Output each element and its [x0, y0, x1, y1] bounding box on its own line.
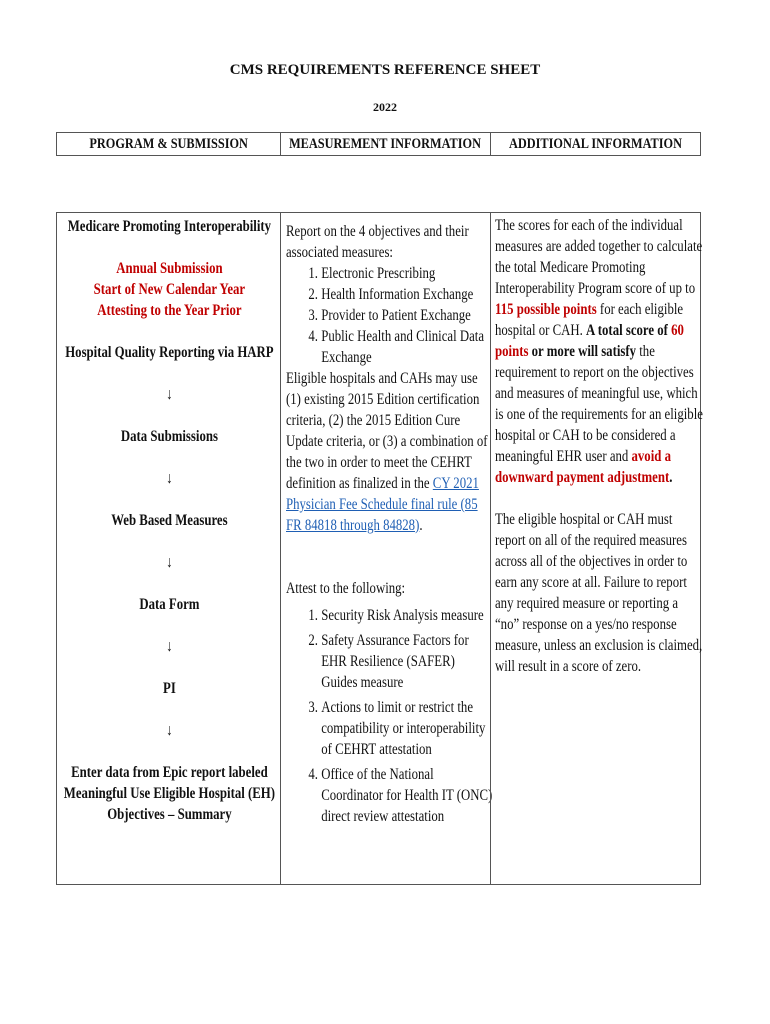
- header-program-submission: PROGRAM & SUBMISSION: [56, 132, 281, 156]
- epic-report-line-3: Objectives – Summary: [107, 806, 232, 823]
- objective-item: 1. Electronic Prescribing: [321, 263, 494, 284]
- required-measures-paragraph: The eligible hospital or CAH must report on all of the required measures across all of the objectives in order to earn any score at all. Failure to report any required measure or reporting a “no” response on a yes/no response measure, unless an exclusion is claimed, will result in a score of zero.: [495, 511, 703, 675]
- attest-intro: Attest to the following:: [286, 580, 406, 597]
- additional-information-cell: [490, 212, 701, 885]
- document-title: CMS REQUIREMENTS REFERENCE SHEET: [229, 62, 541, 78]
- down-arrow-icon: ↓: [166, 638, 173, 655]
- possible-points-highlight: 115 possible points: [495, 301, 597, 318]
- document-year: 2022: [373, 100, 397, 114]
- attestations-list: [286, 605, 494, 827]
- down-arrow-icon: ↓: [166, 386, 173, 403]
- sixty-points-highlight: 60 points: [495, 322, 684, 360]
- down-arrow-icon: ↓: [166, 554, 173, 571]
- step-web-based-measures: Web Based Measures: [111, 512, 228, 529]
- step-data-form: Data Form: [139, 596, 200, 613]
- attestation-item: 4. Office of the National Coordinator for Health IT (ONC) direct review attestation: [321, 764, 494, 827]
- epic-report-line-2: Meaningful Use Eligible Hospital (EH): [63, 785, 275, 802]
- fee-schedule-link[interactable]: CY 2021 Physician Fee Schedule final rule (85 FR 84818 through 84828): [286, 475, 479, 534]
- payment-adjustment-highlight: avoid a downward payment adjustment: [495, 448, 671, 486]
- measurement-information-cell: [280, 212, 491, 885]
- down-arrow-icon: ↓: [166, 722, 173, 739]
- objective-item: 2. Health Information Exchange: [321, 284, 494, 305]
- calendar-year-label: Start of New Calendar Year: [93, 281, 246, 298]
- step-harp: Hospital Quality Reporting via HARP: [65, 344, 274, 361]
- annual-submission-label: Annual Submission: [116, 260, 223, 277]
- step-data-submissions: Data Submissions: [120, 428, 218, 445]
- attestation-item: 3. Actions to limit or restrict the compatibility or interoperability of CEHRT attestation: [321, 697, 494, 760]
- down-arrow-icon: ↓: [166, 470, 173, 487]
- objective-item: 3. Provider to Patient Exchange: [321, 305, 494, 326]
- header-additional-information: ADDITIONAL INFORMATION: [490, 132, 701, 156]
- scoring-paragraph: The scores for each of the individual measures are added together to calculate the total Medicare Promoting Interoperability Program score of up to 115 possible points for each eligible hospital or CAH. A total score of 60 points or more will satisfy the requirement to report on the objectives and measures of meaningful use, which is one of the requirements for an eligible hospital or CAH to be considered a meaningful EHR user and avoid a downward payment adjustment.: [495, 217, 703, 486]
- program-name: Medicare Promoting Interoperability: [67, 218, 272, 235]
- objectives-intro: Report on the 4 objectives and their associated measures:: [286, 223, 469, 261]
- cehrt-paragraph: Eligible hospitals and CAHs may use (1) existing 2015 Edition certification criteria, (2) the 2015 Edition Cure Update criteria, or (3) a combination of the two in order to meet the CEHRT definition as finalized in the CY 2021 Physician Fee Schedule final rule (85 FR 84818 through 84828).: [286, 370, 488, 534]
- step-pi: PI: [163, 680, 176, 697]
- program-submission-cell: [56, 212, 281, 885]
- objectives-list: [286, 263, 494, 368]
- objective-item: 4. Public Health and Clinical Data Exchange: [321, 326, 494, 368]
- epic-report-line-1: Enter data from Epic report labeled: [71, 764, 268, 781]
- attestation-item: 2. Safety Assurance Factors for EHR Resilience (SAFER) Guides measure: [321, 630, 494, 693]
- attesting-label: Attesting to the Year Prior: [97, 302, 242, 319]
- attestation-item: 1. Security Risk Analysis measure: [321, 605, 494, 626]
- header-measurement-information: MEASUREMENT INFORMATION: [280, 132, 491, 156]
